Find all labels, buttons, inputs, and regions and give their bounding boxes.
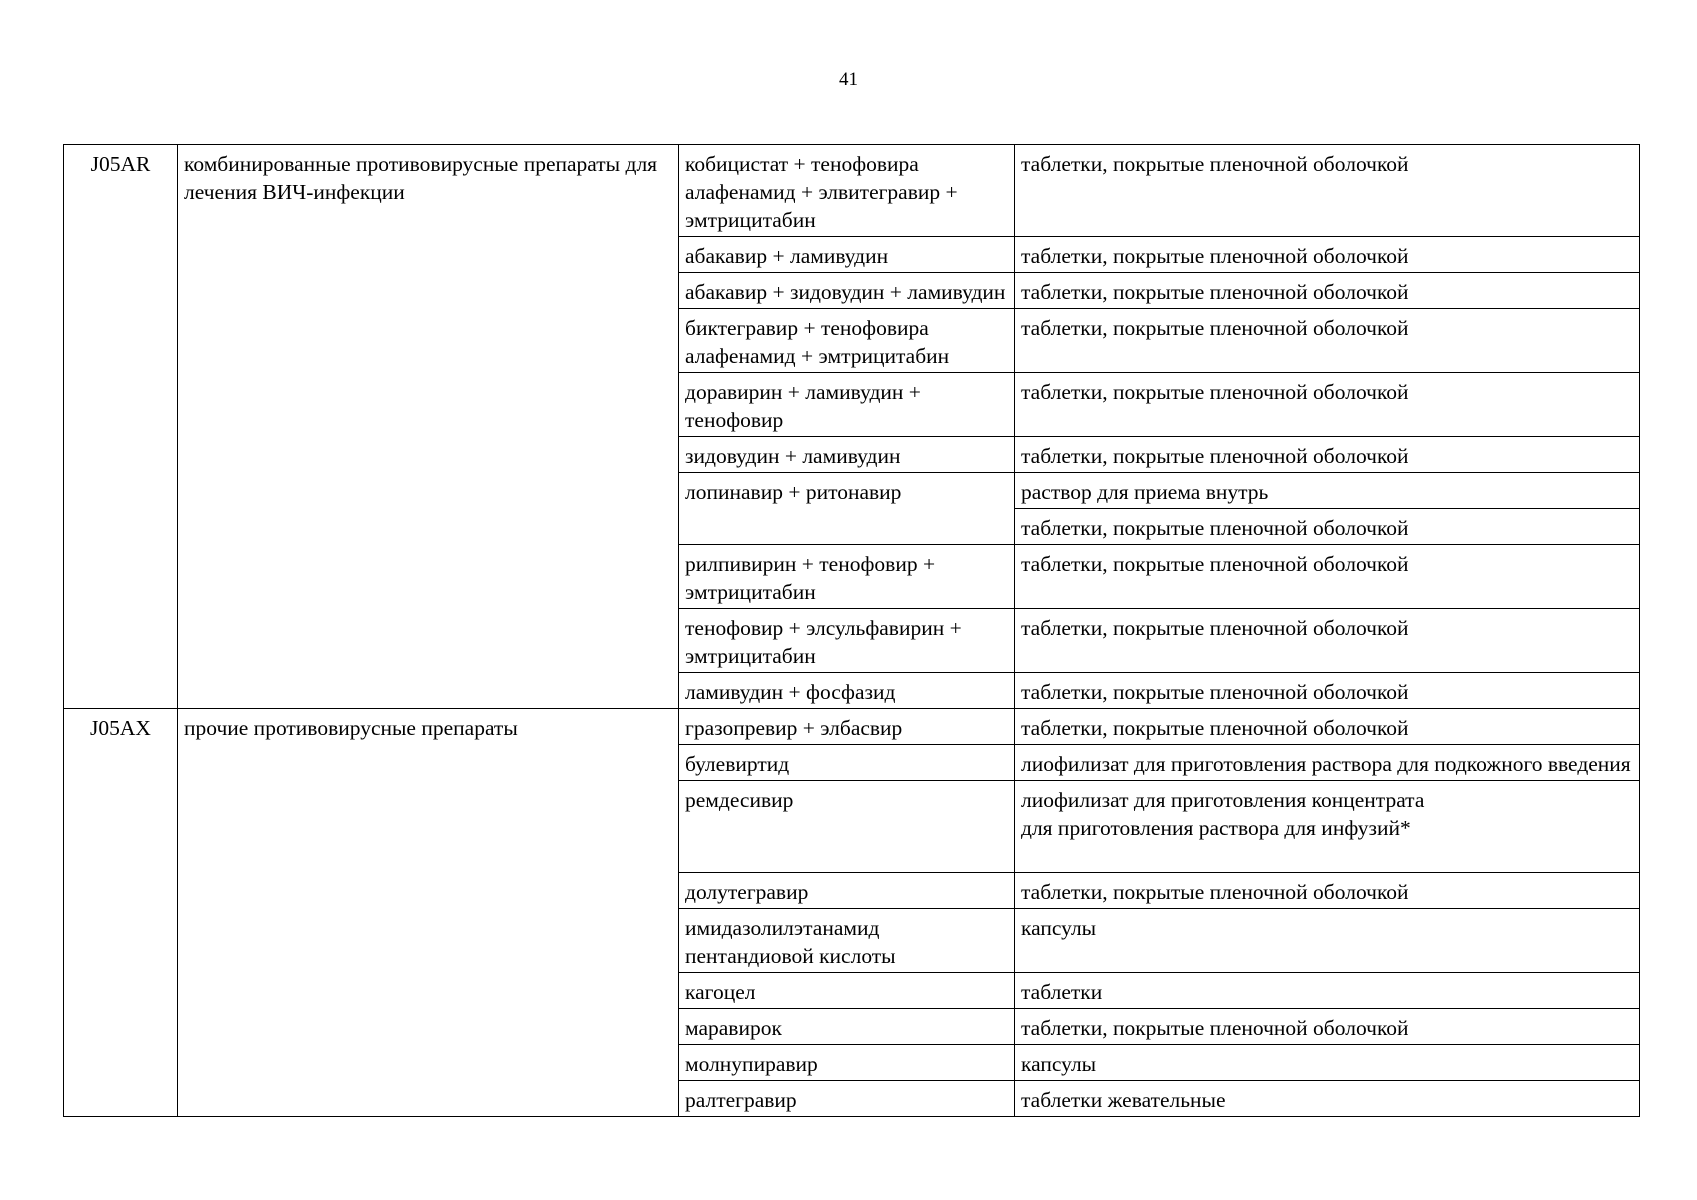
dosage-form-cell: таблетки, покрытые пленочной оболочкой bbox=[1015, 437, 1640, 473]
drug-name-cell: гразопревир + элбасвир bbox=[679, 709, 1015, 745]
drug-name-cell: рилпивирин + тенофовир + эмтрицитабин bbox=[679, 545, 1015, 609]
drug-name-cell: имидазолилэтанамид пентандиовой кислоты bbox=[679, 909, 1015, 973]
dosage-form-cell: таблетки, покрытые пленочной оболочкой bbox=[1015, 609, 1640, 673]
dosage-form-cell: раствор для приема внутрь bbox=[1015, 473, 1640, 509]
page-number: 41 bbox=[839, 69, 858, 90]
drug-name-cell: абакавир + зидовудин + ламивудин bbox=[679, 273, 1015, 309]
drug-name-cell: доравирин + ламивудин + тенофовир bbox=[679, 373, 1015, 437]
drug-name-cell: зидовудин + ламивудин bbox=[679, 437, 1015, 473]
drug-name-cell: лопинавир + ритонавир bbox=[679, 473, 1015, 545]
drug-name-cell: кагоцел bbox=[679, 973, 1015, 1009]
drug-name-cell: кобицистат + тенофовира алафенамид + элвитегравир + эмтрицитабин bbox=[679, 145, 1015, 237]
dosage-form-cell: таблетки, покрытые пленочной оболочкой bbox=[1015, 709, 1640, 745]
dosage-form-cell: таблетки, покрытые пленочной оболочкой bbox=[1015, 873, 1640, 909]
drug-name-cell: молнупиравир bbox=[679, 1045, 1015, 1081]
dosage-form-cell: таблетки, покрытые пленочной оболочкой bbox=[1015, 273, 1640, 309]
dosage-form-cell: лиофилизат для приготовления раствора для подкожного введения bbox=[1015, 745, 1640, 781]
drug-name-cell: ремдесивир bbox=[679, 781, 1015, 873]
dosage-form-cell: таблетки жевательные bbox=[1015, 1081, 1640, 1117]
drug-name-cell: тенофовир + элсульфавирин + эмтрицитабин bbox=[679, 609, 1015, 673]
dosage-form-cell: таблетки, покрытые пленочной оболочкой bbox=[1015, 545, 1640, 609]
dosage-form-cell: таблетки bbox=[1015, 973, 1640, 1009]
dosage-form-cell: капсулы bbox=[1015, 1045, 1640, 1081]
table-row bbox=[64, 145, 1640, 237]
dosage-form-cell: таблетки, покрытые пленочной оболочкой bbox=[1015, 237, 1640, 273]
table-row bbox=[64, 709, 1640, 745]
atc-code-cell: J05AX bbox=[64, 709, 178, 1117]
dosage-form-cell: лиофилизат для приготовления концентрата для приготовления раствора для инфузий* bbox=[1015, 781, 1640, 873]
drug-name-cell: ламивудин + фосфазид bbox=[679, 673, 1015, 709]
atc-code-cell: J05AR bbox=[64, 145, 178, 709]
group-description-cell: прочие противовирусные препараты bbox=[178, 709, 679, 1117]
dosage-form-cell: таблетки, покрытые пленочной оболочкой bbox=[1015, 145, 1640, 237]
drug-name-cell: булевиртид bbox=[679, 745, 1015, 781]
dosage-form-cell: таблетки, покрытые пленочной оболочкой bbox=[1015, 373, 1640, 437]
dosage-form-cell: таблетки, покрытые пленочной оболочкой bbox=[1015, 509, 1640, 545]
drug-name-cell: абакавир + ламивудин bbox=[679, 237, 1015, 273]
drug-name-cell: биктегравир + тенофовира алафенамид + эмтрицитабин bbox=[679, 309, 1015, 373]
dosage-form-cell: таблетки, покрытые пленочной оболочкой bbox=[1015, 309, 1640, 373]
drug-table bbox=[63, 144, 1640, 1117]
table-body bbox=[64, 145, 1640, 1117]
dosage-form-cell: таблетки, покрытые пленочной оболочкой bbox=[1015, 673, 1640, 709]
drug-name-cell: маравирок bbox=[679, 1009, 1015, 1045]
drug-name-cell: долутегравир bbox=[679, 873, 1015, 909]
dosage-form-cell: капсулы bbox=[1015, 909, 1640, 973]
group-description-cell: комбинированные противовирусные препараты для лечения ВИЧ-инфекции bbox=[178, 145, 679, 709]
dosage-form-cell: таблетки, покрытые пленочной оболочкой bbox=[1015, 1009, 1640, 1045]
drug-name-cell: ралтегравир bbox=[679, 1081, 1015, 1117]
